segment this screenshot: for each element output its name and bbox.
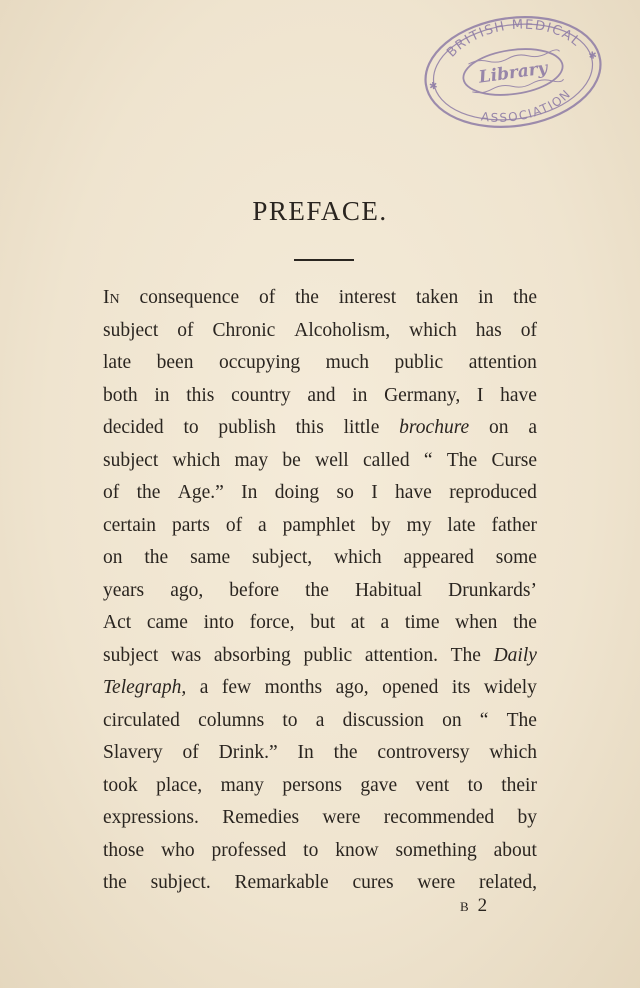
- svg-text:BRITISH MEDICAL: BRITISH MEDICAL: [444, 17, 584, 61]
- text-line: both in this country and in Germany, I have: [103, 384, 537, 406]
- library-stamp-icon: [418, 10, 608, 135]
- preface-body: [103, 282, 537, 900]
- text-line: decided to publish this little brochure on a: [103, 417, 537, 438]
- text-line: subject which may be well called “ The Curse: [103, 449, 537, 471]
- text-line: those who professed to know something about: [103, 839, 537, 861]
- text-line: subject of Chronic Alcoholism, which has of: [103, 319, 537, 341]
- svg-text:ASSOCIATION: ASSOCIATION: [480, 86, 574, 125]
- text-line: the subject. Remarkable cures were related,: [103, 872, 537, 893]
- signature-mark: [460, 895, 490, 917]
- text-line: Act came into force, but at a time when the: [103, 612, 537, 633]
- text-line: of the Age.” In doing so I have reproduced: [103, 482, 537, 503]
- signature-number: 2: [477, 895, 491, 916]
- text-line: certain parts of a pamphlet by my late father: [103, 514, 537, 536]
- text-line: took place, many persons gave vent to their: [103, 774, 537, 796]
- text-line: on the same subject, which appeared some: [103, 547, 537, 568]
- title-divider: [294, 259, 354, 261]
- text-line: years ago, before the Habitual Drunkards’: [103, 579, 537, 601]
- text-line: circulated columns to a discussion on “ The: [103, 709, 537, 731]
- page-title: PREFACE.: [252, 196, 388, 226]
- text-line: Telegraph, a few months ago, opened its widely: [103, 677, 537, 698]
- svg-text:Library: Library: [477, 58, 549, 88]
- svg-text:✱: ✱: [428, 80, 439, 93]
- signature-letter: B: [460, 899, 472, 914]
- text-line: expressions. Remedies were recommended by: [103, 807, 537, 828]
- svg-text:✱: ✱: [587, 50, 598, 63]
- text-line: Slavery of Drink.” In the controversy which: [103, 742, 537, 763]
- text-line: late been occupying much public attention: [103, 352, 537, 373]
- text-line: subject was absorbing public attention. The Daily: [103, 644, 537, 666]
- library-stamp: [418, 10, 608, 135]
- text-line: In consequence of the interest taken in the: [103, 287, 537, 308]
